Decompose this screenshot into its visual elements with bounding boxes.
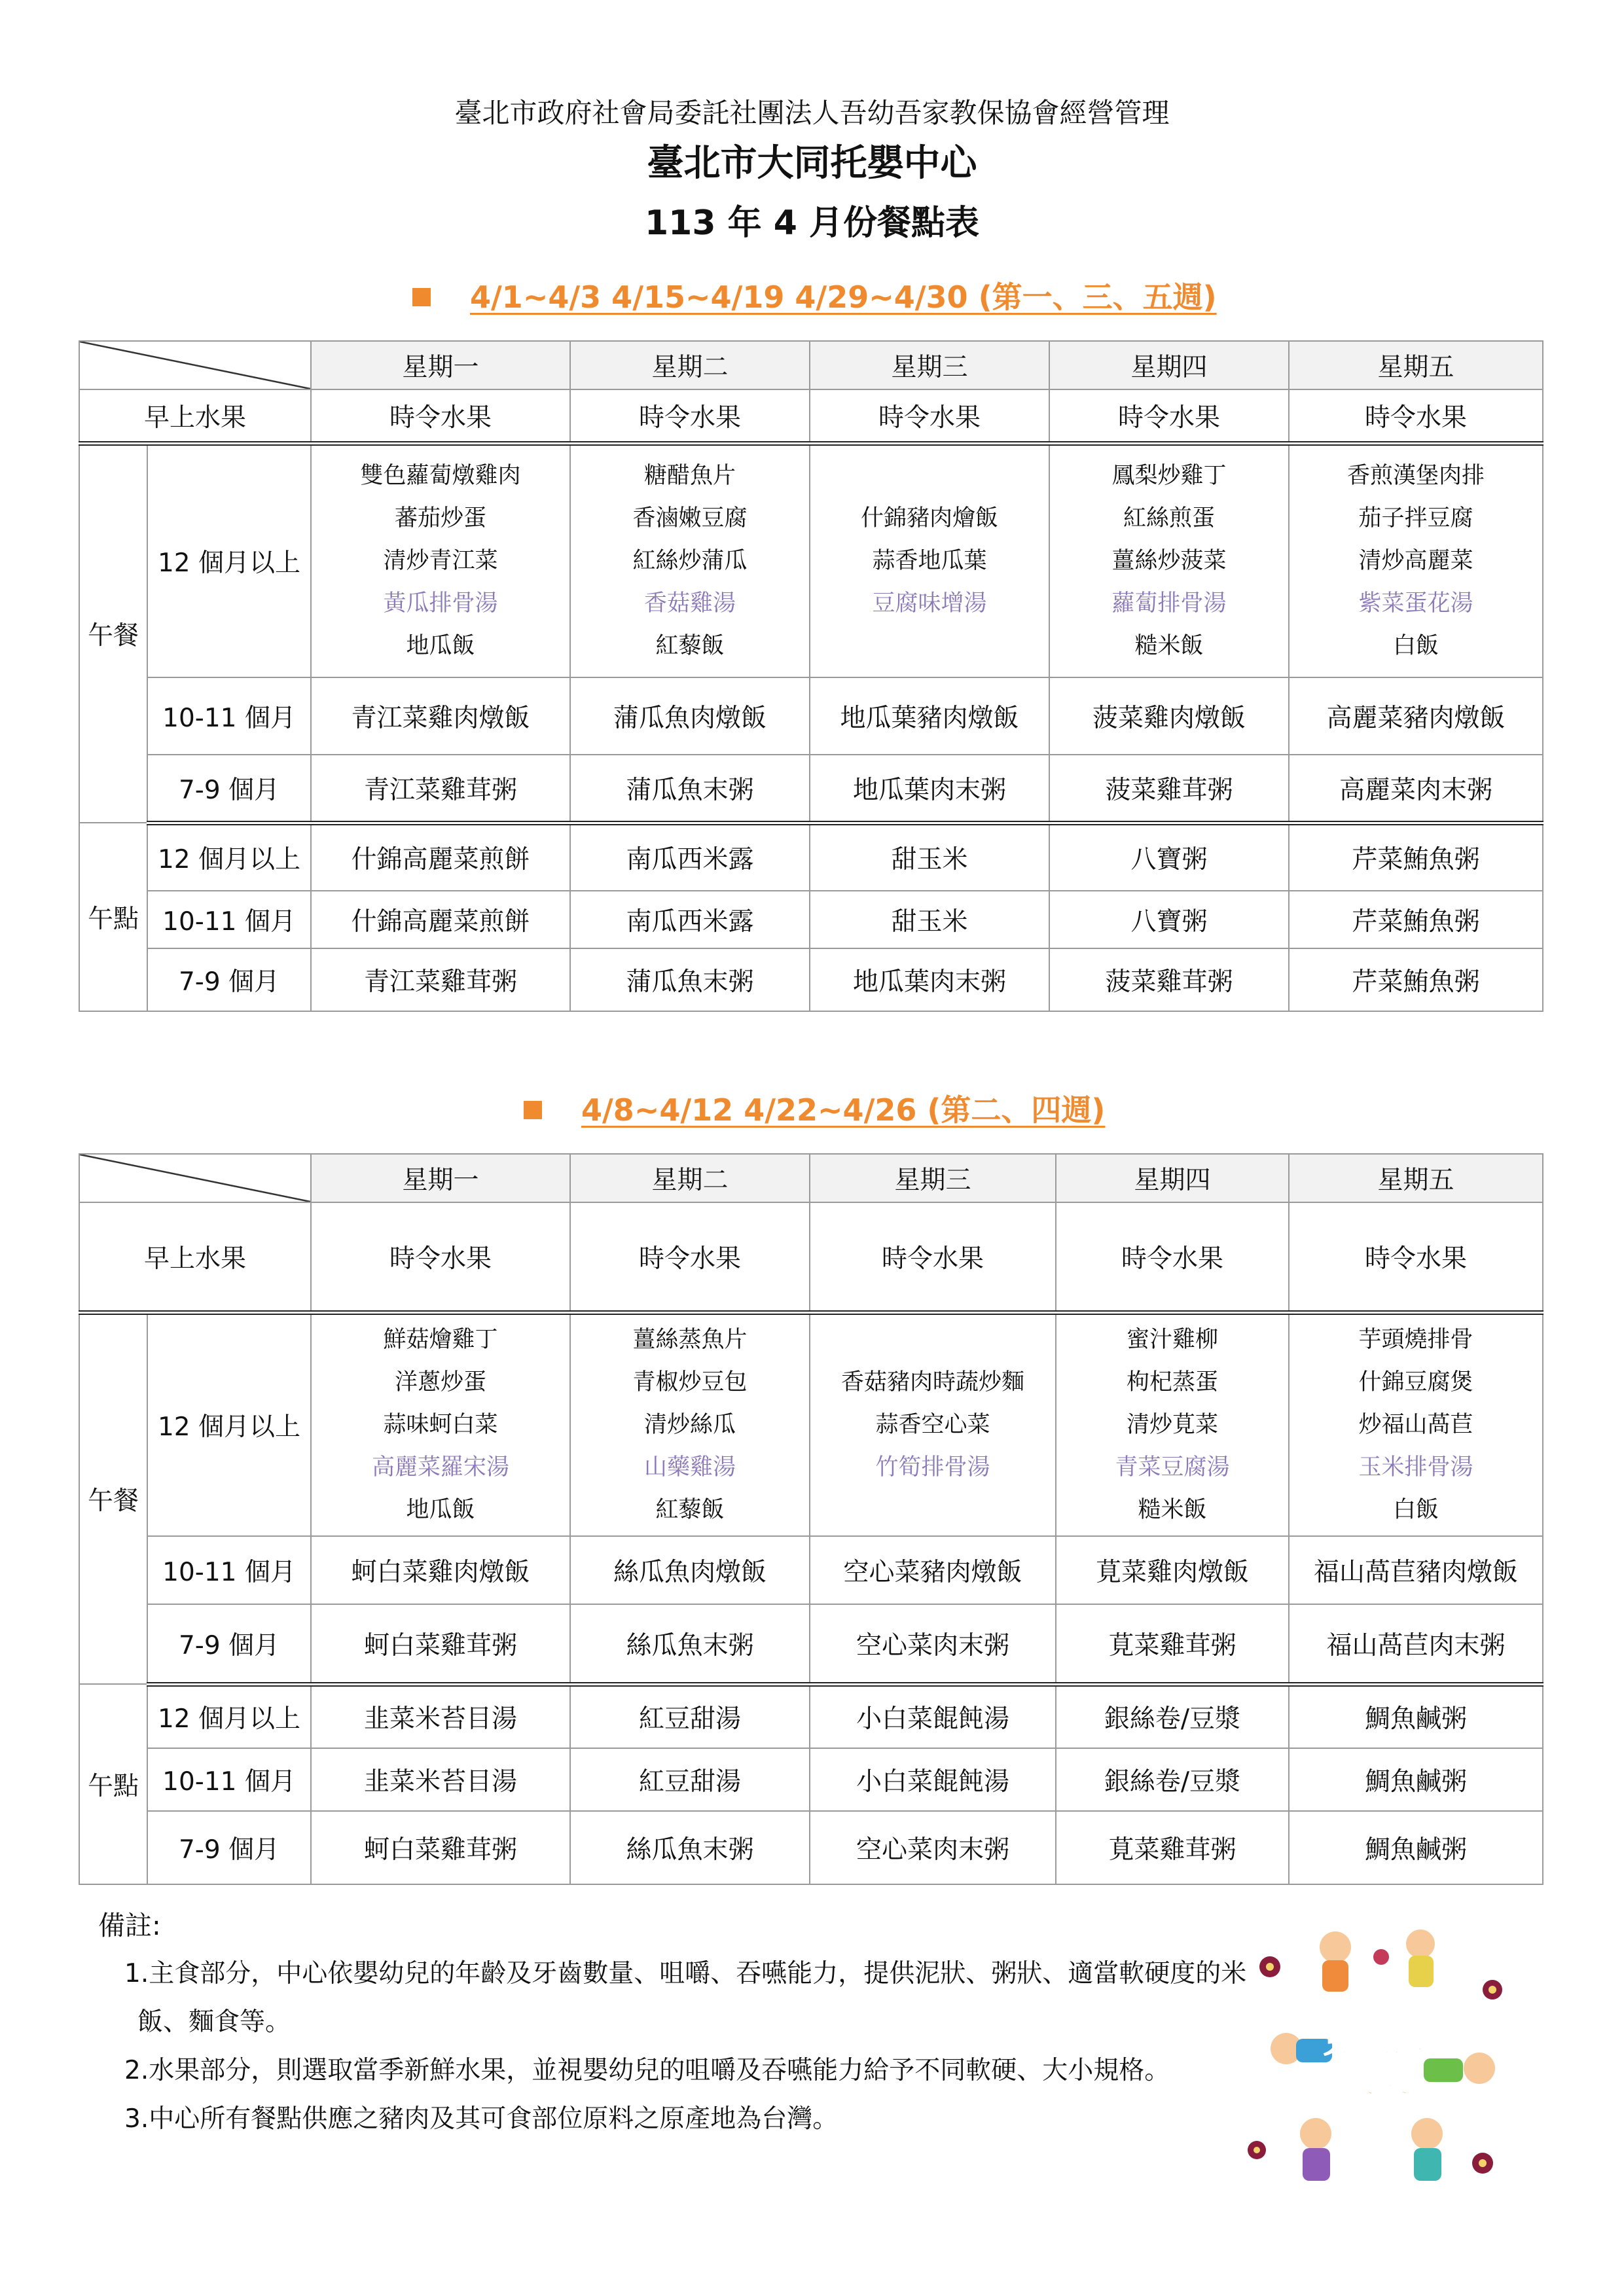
dish: 香滷嫩豆腐 (632, 505, 748, 531)
lunch-menu-cell (810, 1312, 1056, 1536)
soup: 黃瓜排骨湯 (383, 590, 498, 617)
snack-cell: 八寶粥 (1049, 823, 1289, 891)
meal-cell: 蚵白菜雞茸粥 (311, 1604, 570, 1684)
age-12m-label: 12 個月以上 (147, 823, 311, 891)
snack-12m-row (79, 1684, 1543, 1748)
staple: 紅藜飯 (655, 1496, 725, 1523)
dish: 香菇豬肉時蔬炒麵 (840, 1369, 1024, 1395)
dish: 鳳梨炒雞丁 (1111, 462, 1227, 489)
dish: 鮮菇燴雞丁 (383, 1326, 498, 1353)
dish: 薑絲炒菠菜 (1111, 547, 1227, 574)
day-thu: 星期四 (1049, 341, 1289, 389)
lunch-label: 午餐 (79, 443, 147, 823)
meal-cell: 青江菜雞茸粥 (311, 755, 570, 823)
snack-cell: 芹菜鮪魚粥 (1289, 948, 1543, 1011)
snack-cell: 鯛魚鹹粥 (1289, 1684, 1543, 1748)
age-12m-label: 12 個月以上 (147, 1312, 311, 1536)
lunch-menu-cell (570, 1312, 810, 1536)
fruit-cell: 時令水果 (1289, 389, 1543, 443)
notes-title: 備註: (98, 1910, 161, 1941)
lunch-menu-cell (570, 443, 810, 677)
age-10m-label: 10-11 個月 (147, 1536, 311, 1604)
lunch-menu-cell (1289, 443, 1543, 677)
dish: 芋頭燒排骨 (1358, 1326, 1473, 1353)
childrens-day-badge (1231, 1918, 1519, 2206)
soup: 豆腐味增湯 (872, 590, 987, 617)
badge-text-line2: 快樂 (1340, 2062, 1409, 2102)
section2-title-text: 4/8~4/12 4/22~4/26 (第二、四週) (581, 1092, 1106, 1128)
dish: 蒜香空心菜 (875, 1411, 990, 1438)
dish: 什錦豆腐煲 (1358, 1369, 1473, 1395)
note-item: 3.中心所有餐點供應之豬肉及其可食部位原料之原產地為台灣。 (124, 2104, 839, 2134)
snack-cell: 鯛魚鹹粥 (1289, 1748, 1543, 1811)
snack-cell: 小白菜餛飩湯 (810, 1684, 1056, 1748)
snack-cell: 韭菜米苔目湯 (311, 1748, 570, 1811)
dish: 蕃茄炒蛋 (394, 505, 486, 531)
snack-12m-row (79, 823, 1543, 891)
fruit-cell: 時令水果 (311, 1202, 570, 1312)
lunch-7m-row (79, 1604, 1543, 1684)
square-bullet-icon (412, 288, 431, 306)
morning-fruit-row (79, 389, 1543, 443)
meal-cell: 高麗菜肉末粥 (1289, 755, 1543, 823)
age-10m-label: 10-11 個月 (147, 1748, 311, 1811)
snack-cell: 銀絲卷/豆漿 (1056, 1684, 1289, 1748)
snack-cell: 芹菜鮪魚粥 (1289, 891, 1543, 948)
dish: 炒福山萵苣 (1358, 1411, 1473, 1438)
snack-cell: 韭菜米苔目湯 (311, 1684, 570, 1748)
meal-cell: 地瓜葉豬肉燉飯 (810, 677, 1049, 755)
lunch-12m-row (79, 443, 1543, 677)
snack-cell: 青江菜雞茸粥 (311, 948, 570, 1011)
fruit-cell: 時令水果 (1049, 389, 1289, 443)
dish: 茄子拌豆腐 (1358, 505, 1473, 531)
morning-fruit-label: 早上水果 (79, 1202, 311, 1312)
meal-cell: 青江菜雞肉燉飯 (311, 677, 570, 755)
age-12m-label: 12 個月以上 (147, 1684, 311, 1748)
note-item: 1.主食部分，中心依嬰幼兒的年齡及牙齒數量、咀嚼、吞嚥能力，提供泥狀、粥狀、適當軟硬度的米 (124, 1959, 1247, 1988)
dish: 枸杞蒸蛋 (1126, 1369, 1218, 1395)
snack-cell: 小白菜餛飩湯 (810, 1748, 1056, 1811)
month-title: 113 年 4 月份餐點表 (644, 204, 980, 243)
day-header-row (79, 1154, 1543, 1202)
soup: 竹筍排骨湯 (875, 1454, 990, 1480)
day-mon: 星期一 (311, 1154, 570, 1202)
lunch-10m-row (79, 677, 1543, 755)
menu-table-weeks-2-4 (79, 1153, 1543, 1885)
fruit-cell: 時令水果 (1289, 1202, 1543, 1312)
day-wed: 星期三 (810, 341, 1049, 389)
dish: 什錦豬肉燴飯 (860, 505, 998, 531)
corner-diagonal-cell (79, 341, 311, 389)
dish: 蒜香地瓜葉 (872, 547, 987, 574)
snack-cell: 銀絲卷/豆漿 (1056, 1748, 1289, 1811)
snack-cell: 地瓜葉肉末粥 (810, 948, 1049, 1011)
snack-7m-row (79, 948, 1543, 1011)
snack-label: 午點 (79, 1684, 147, 1884)
dish: 雙色蘿蔔燉雞肉 (360, 462, 521, 489)
dish: 青椒炒豆包 (632, 1369, 748, 1395)
corner-diagonal-cell (79, 1154, 311, 1202)
snack-cell: 八寶粥 (1049, 891, 1289, 948)
organization-line: 臺北市政府社會局委託社團法人吾幼吾家教保協會經營管理 (454, 97, 1170, 129)
lunch-menu-cell (810, 443, 1049, 677)
soup: 蘿蔔排骨湯 (1111, 590, 1227, 617)
snack-cell: 甜玉米 (810, 823, 1049, 891)
dish: 糖醋魚片 (643, 462, 736, 489)
soup: 高麗菜羅宋湯 (371, 1454, 509, 1480)
meal-cell: 地瓜葉肉末粥 (810, 755, 1049, 823)
day-wed: 星期三 (810, 1154, 1056, 1202)
day-header-row (79, 341, 1543, 389)
age-10m-label: 10-11 個月 (147, 677, 311, 755)
dish: 香煎漢堡肉排 (1346, 462, 1485, 489)
menu-table-weeks-1-3-5 (79, 340, 1543, 1012)
staple: 糙米飯 (1134, 632, 1204, 659)
meal-cell: 蒲瓜魚末粥 (570, 755, 810, 823)
dish: 清炒絲瓜 (643, 1411, 736, 1438)
lunch-10m-row (79, 1536, 1543, 1604)
fruit-cell: 時令水果 (810, 389, 1049, 443)
meal-cell: 菠菜雞肉燉飯 (1049, 677, 1289, 755)
snack-cell: 甜玉米 (810, 891, 1049, 948)
dish: 蜜汁雞柳 (1126, 1326, 1218, 1353)
soup: 山藥雞湯 (643, 1454, 736, 1480)
lunch-menu-cell (1289, 1312, 1543, 1536)
day-fri: 星期五 (1289, 1154, 1543, 1202)
snack-cell: 南瓜西米露 (570, 823, 810, 891)
snack-cell: 菠菜雞茸粥 (1049, 948, 1289, 1011)
snack-cell: 南瓜西米露 (570, 891, 810, 948)
day-thu: 星期四 (1056, 1154, 1289, 1202)
badge-text-line1: 兒童節 (1323, 2021, 1426, 2060)
note-item: 飯、麵食等。 (137, 2007, 291, 2037)
snack-cell: 鯛魚鹹粥 (1289, 1811, 1543, 1884)
age-7m-label: 7-9 個月 (147, 948, 311, 1011)
soup: 玉米排骨湯 (1358, 1454, 1473, 1480)
notes-section (98, 1901, 1246, 2144)
dish: 清炒青江菜 (383, 547, 498, 574)
meal-cell: 莧菜雞肉燉飯 (1056, 1536, 1289, 1604)
dish: 薑絲蒸魚片 (632, 1326, 748, 1353)
snack-10m-row (79, 891, 1543, 948)
lunch-12m-row (79, 1312, 1543, 1536)
fruit-cell: 時令水果 (311, 389, 570, 443)
lunch-label: 午餐 (79, 1312, 147, 1684)
soup: 青菜豆腐湯 (1115, 1454, 1230, 1480)
age-12m-label: 12 個月以上 (147, 443, 311, 677)
fruit-cell: 時令水果 (570, 1202, 810, 1312)
meal-cell: 高麗菜豬肉燉飯 (1289, 677, 1543, 755)
staple: 糙米飯 (1138, 1496, 1207, 1523)
meal-cell: 福山萵苣豬肉燉飯 (1289, 1536, 1543, 1604)
center-name: 臺北市大同托嬰中心 (647, 142, 977, 185)
staple: 白飯 (1392, 1496, 1439, 1523)
snack-7m-row (79, 1811, 1543, 1884)
soup: 紫菜蛋花湯 (1358, 590, 1473, 617)
snack-cell: 什錦高麗菜煎餅 (311, 891, 570, 948)
fruit-cell: 時令水果 (1056, 1202, 1289, 1312)
age-7m-label: 7-9 個月 (147, 755, 311, 823)
day-tue: 星期二 (570, 1154, 810, 1202)
snack-cell: 蒲瓜魚末粥 (570, 948, 810, 1011)
snack-10m-row (79, 1748, 1543, 1811)
dish: 蒜味蚵白菜 (383, 1411, 498, 1438)
meal-cell: 菠菜雞茸粥 (1049, 755, 1289, 823)
dish: 洋蔥炒蛋 (394, 1369, 486, 1395)
meal-cell: 福山萵苣肉末粥 (1289, 1604, 1543, 1684)
section1-title (412, 274, 1217, 317)
lunch-menu-cell (311, 443, 570, 677)
lunch-7m-row (79, 755, 1543, 823)
day-mon: 星期一 (311, 341, 570, 389)
age-7m-label: 7-9 個月 (147, 1811, 311, 1884)
staple: 白飯 (1392, 632, 1439, 659)
age-10m-label: 10-11 個月 (147, 891, 311, 948)
lunch-menu-cell (1056, 1312, 1289, 1536)
meal-cell: 絲瓜魚末粥 (570, 1604, 810, 1684)
meal-cell: 蒲瓜魚肉燉飯 (570, 677, 810, 755)
age-7m-label: 7-9 個月 (147, 1604, 311, 1684)
lunch-menu-cell (311, 1312, 570, 1536)
dish: 紅絲炒蒲瓜 (632, 547, 748, 574)
day-fri: 星期五 (1289, 341, 1543, 389)
fruit-cell: 時令水果 (570, 389, 810, 443)
staple: 地瓜飯 (406, 1496, 475, 1523)
lunch-menu-cell (1049, 443, 1289, 677)
day-tue: 星期二 (570, 341, 810, 389)
meal-cell: 蚵白菜雞肉燉飯 (311, 1536, 570, 1604)
snack-cell: 空心菜肉末粥 (810, 1811, 1056, 1884)
snack-label: 午點 (79, 823, 147, 1011)
snack-cell: 莧菜雞茸粥 (1056, 1811, 1289, 1884)
snack-cell: 什錦高麗菜煎餅 (311, 823, 570, 891)
dish: 紅絲煎蛋 (1123, 505, 1215, 531)
meal-cell: 空心菜肉末粥 (810, 1604, 1056, 1684)
meal-cell: 空心菜豬肉燉飯 (810, 1536, 1056, 1604)
square-bullet-icon (524, 1101, 542, 1119)
staple: 紅藜飯 (655, 632, 725, 659)
note-item: 2.水果部分，則選取當季新鮮水果，並視嬰幼兒的咀嚼及吞嚥能力給予不同軟硬、大小規格。 (124, 2056, 1170, 2085)
section1-title-text: 4/1~4/3 4/15~4/19 4/29~4/30 (第一、三、五週) (470, 279, 1217, 315)
dish: 清炒高麗菜 (1358, 547, 1473, 574)
meal-cell: 絲瓜魚肉燉飯 (570, 1536, 810, 1604)
staple: 地瓜飯 (406, 632, 475, 659)
snack-cell: 蚵白菜雞茸粥 (311, 1811, 570, 1884)
morning-fruit-row (79, 1202, 1543, 1312)
snack-cell: 芹菜鮪魚粥 (1289, 823, 1543, 891)
snack-cell: 紅豆甜湯 (570, 1684, 810, 1748)
soup: 香菇雞湯 (643, 590, 736, 617)
dish: 清炒莧菜 (1126, 1411, 1218, 1438)
morning-fruit-label: 早上水果 (79, 389, 311, 443)
snack-cell: 絲瓜魚末粥 (570, 1811, 810, 1884)
section2-title (524, 1086, 1105, 1130)
fruit-cell: 時令水果 (810, 1202, 1056, 1312)
snack-cell: 紅豆甜湯 (570, 1748, 810, 1811)
meal-cell: 莧菜雞茸粥 (1056, 1604, 1289, 1684)
